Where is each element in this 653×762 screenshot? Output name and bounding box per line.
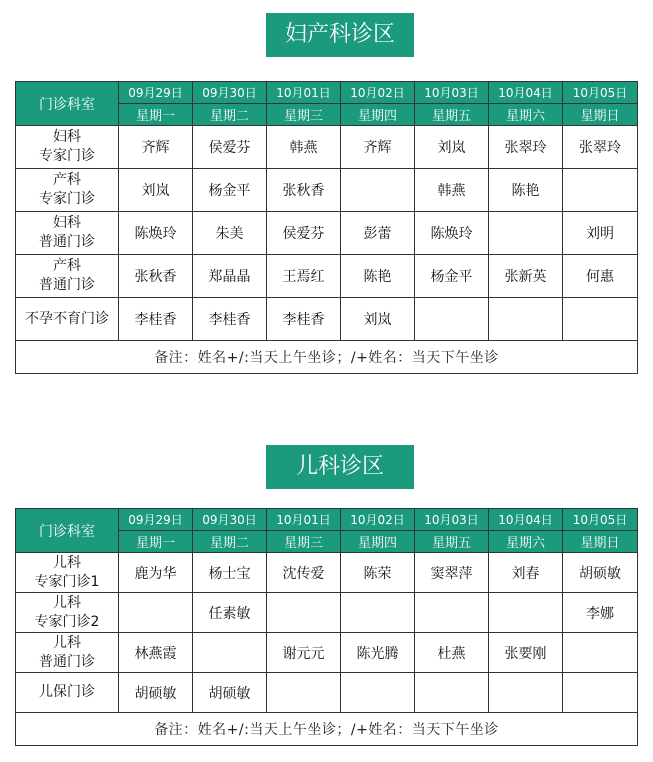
doctor-cell: 刘岚 (341, 298, 415, 341)
doctor-cell (489, 298, 563, 341)
weekday-header: 星期三 (267, 531, 341, 553)
doctor-cell: 窦翠萍 (415, 553, 489, 593)
doctor-cell (341, 593, 415, 633)
doctor-cell: 胡硕敏 (563, 553, 638, 593)
doctor-cell (193, 633, 267, 673)
doctor-cell: 刘岚 (119, 169, 193, 212)
date-header: 10月04日 (489, 82, 563, 104)
clinic-name-line: 专家门诊 (39, 148, 95, 164)
table-row (16, 212, 638, 255)
clinic-name (16, 255, 119, 298)
clinic-name (16, 553, 119, 593)
weekday-header: 星期六 (489, 531, 563, 553)
doctor-cell: 杜燕 (415, 633, 489, 673)
weekday-header: 星期二 (193, 531, 267, 553)
date-header: 10月03日 (415, 509, 489, 531)
clinic-name (16, 593, 119, 633)
clinic-name (16, 298, 119, 341)
weekday-header: 星期五 (415, 104, 489, 126)
doctor-cell: 任素敏 (193, 593, 267, 633)
clinic-name-line: 儿科 (53, 554, 81, 571)
doctor-cell: 齐辉 (119, 126, 193, 169)
clinic-name-line: 妇科 (53, 129, 81, 145)
date-header: 09月30日 (193, 509, 267, 531)
clinic-name-line: 不孕不育门诊 (25, 310, 109, 327)
dept-header: 门诊科室 (16, 509, 119, 553)
doctor-cell (563, 298, 638, 341)
table-row (16, 255, 638, 298)
weekday-header: 星期一 (119, 104, 193, 126)
clinic-name-line: 儿科 (53, 594, 81, 611)
section-title-obgyn: 妇产科诊区 (266, 13, 414, 57)
doctor-cell: 王焉红 (267, 255, 341, 298)
doctor-cell: 李桂香 (119, 298, 193, 341)
doctor-cell: 刘明 (563, 212, 638, 255)
weekday-header: 星期五 (415, 531, 489, 553)
doctor-cell: 胡硕敏 (119, 673, 193, 713)
doctor-cell: 谢元元 (267, 633, 341, 673)
note-row (16, 713, 638, 746)
date-header: 10月05日 (563, 509, 638, 531)
clinic-name (16, 126, 119, 169)
date-header: 09月29日 (119, 82, 193, 104)
date-header: 10月02日 (341, 82, 415, 104)
section-title-pediatrics: 儿科诊区 (266, 445, 414, 489)
doctor-cell: 彭蕾 (341, 212, 415, 255)
doctor-cell: 陈艳 (341, 255, 415, 298)
doctor-cell: 李娜 (563, 593, 638, 633)
doctor-cell: 陈焕玲 (415, 212, 489, 255)
doctor-cell: 何惠 (563, 255, 638, 298)
table-row (16, 298, 638, 341)
clinic-name (16, 673, 119, 713)
doctor-cell: 杨金平 (415, 255, 489, 298)
clinic-name-line: 专家门诊1 (34, 573, 100, 590)
table-row (16, 673, 638, 713)
clinic-name-line: 产科 (53, 172, 81, 188)
doctor-cell (489, 593, 563, 633)
doctor-cell: 齐辉 (341, 126, 415, 169)
doctor-cell: 李桂香 (267, 298, 341, 341)
doctor-cell: 张秋香 (267, 169, 341, 212)
schedule-table-pediatrics (15, 508, 638, 746)
table-row (16, 553, 638, 593)
doctor-cell (489, 673, 563, 713)
date-header: 09月29日 (119, 509, 193, 531)
doctor-cell (119, 593, 193, 633)
doctor-cell: 韩燕 (415, 169, 489, 212)
doctor-cell: 鹿为华 (119, 553, 193, 593)
doctor-cell: 杨金平 (193, 169, 267, 212)
date-header: 10月02日 (341, 509, 415, 531)
date-header: 10月01日 (267, 82, 341, 104)
doctor-cell: 张新英 (489, 255, 563, 298)
doctor-cell: 陈艳 (489, 169, 563, 212)
note-row (16, 341, 638, 374)
schedule-note: 备注：姓名+/:当天上午坐诊；/+姓名：当天下午坐诊 (16, 713, 638, 746)
doctor-cell: 李桂香 (193, 298, 267, 341)
table-row (16, 169, 638, 212)
clinic-name-line: 普通门诊 (39, 277, 95, 293)
doctor-cell: 沈传爱 (267, 553, 341, 593)
clinic-name (16, 169, 119, 212)
clinic-name-line: 普通门诊 (39, 653, 95, 670)
schedule-note: 备注：姓名+/:当天上午坐诊；/+姓名：当天下午坐诊 (16, 341, 638, 374)
table-row (16, 593, 638, 633)
schedule-table-obgyn (15, 81, 638, 374)
doctor-cell: 张要刚 (489, 633, 563, 673)
clinic-name-line: 专家门诊2 (34, 613, 100, 630)
doctor-cell (563, 673, 638, 713)
doctor-cell (341, 673, 415, 713)
weekday-header: 星期六 (489, 104, 563, 126)
doctor-cell: 刘春 (489, 553, 563, 593)
doctor-cell: 刘岚 (415, 126, 489, 169)
weekday-header: 星期三 (267, 104, 341, 126)
table-row (16, 633, 638, 673)
doctor-cell: 朱美 (193, 212, 267, 255)
doctor-cell: 陈焕玲 (119, 212, 193, 255)
date-row (16, 82, 638, 104)
table-row (16, 126, 638, 169)
weekday-header: 星期日 (563, 104, 638, 126)
doctor-cell (341, 169, 415, 212)
weekday-header: 星期日 (563, 531, 638, 553)
doctor-cell (489, 212, 563, 255)
weekday-header: 星期四 (341, 531, 415, 553)
date-header: 09月30日 (193, 82, 267, 104)
doctor-cell (563, 169, 638, 212)
doctor-cell: 张翠玲 (563, 126, 638, 169)
date-row (16, 509, 638, 531)
doctor-cell (267, 593, 341, 633)
doctor-cell (415, 673, 489, 713)
doctor-cell: 陈荣 (341, 553, 415, 593)
doctor-cell: 林燕霞 (119, 633, 193, 673)
doctor-cell: 胡硕敏 (193, 673, 267, 713)
date-header: 10月03日 (415, 82, 489, 104)
date-header: 10月04日 (489, 509, 563, 531)
clinic-name-line: 产科 (53, 258, 81, 274)
weekday-header: 星期二 (193, 104, 267, 126)
doctor-cell: 郑晶晶 (193, 255, 267, 298)
doctor-cell (267, 673, 341, 713)
date-header: 10月01日 (267, 509, 341, 531)
clinic-name (16, 633, 119, 673)
clinic-name (16, 212, 119, 255)
clinic-name-line: 儿保门诊 (39, 684, 95, 700)
clinic-name-line: 专家门诊 (39, 191, 95, 207)
date-header: 10月05日 (563, 82, 638, 104)
clinic-name-line: 儿科 (53, 634, 81, 651)
doctor-cell: 张翠玲 (489, 126, 563, 169)
doctor-cell (563, 633, 638, 673)
doctor-cell (415, 298, 489, 341)
weekday-header: 星期一 (119, 531, 193, 553)
doctor-cell (415, 593, 489, 633)
doctor-cell: 侯爱芬 (193, 126, 267, 169)
doctor-cell: 侯爱芬 (267, 212, 341, 255)
doctor-cell: 张秋香 (119, 255, 193, 298)
clinic-name-line: 普通门诊 (39, 234, 95, 250)
doctor-cell: 韩燕 (267, 126, 341, 169)
clinic-name-line: 妇科 (53, 215, 81, 231)
doctor-cell: 陈光腾 (341, 633, 415, 673)
dept-header: 门诊科室 (16, 82, 119, 126)
doctor-cell: 杨士宝 (193, 553, 267, 593)
weekday-header: 星期四 (341, 104, 415, 126)
